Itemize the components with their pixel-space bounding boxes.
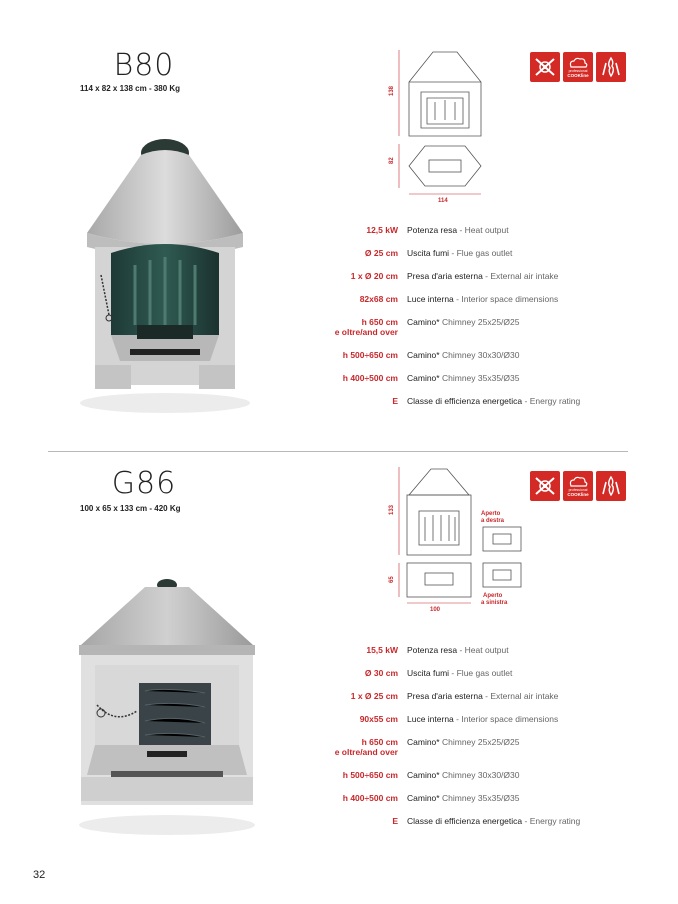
spec-label-en: Flue gas outlet [456,248,513,258]
product-dimensions: 100 x 65 x 133 cm - 420 Kg [80,504,181,513]
spec-label-en: Chimney 30x30/Ø30 [441,770,520,780]
spec-label-it: Luce interna [407,294,454,304]
spec-value: h 650 cm e oltre/and over [334,317,398,337]
flame-arrows-icon [596,471,626,501]
feature-badges [530,52,626,82]
spec-label-en: Heat output [464,645,509,655]
spec-label-it: Camino* [407,373,440,383]
fireplace-photo [75,135,260,420]
feature-badges [530,471,626,501]
spec-label-it: Camino* [407,737,440,747]
spec-value: 12,5 kW [366,225,398,235]
spec-label-it: Classe di efficienza energetica [407,816,523,826]
spec-label-en: External air intake [490,271,559,281]
spec-label-it: Potenza resa [407,645,458,655]
spec-label-en: Energy rating [529,816,581,826]
spec-value: h 500÷650 cm [342,770,398,780]
page-number: 32 [33,869,46,881]
spec-value: h 500÷650 cm [342,350,398,360]
spec-label-en: Energy rating [529,396,581,406]
section-divider [48,451,628,452]
spec-value: 1 x Ø 25 cm [350,691,398,701]
product-dimensions: 114 x 82 x 138 cm - 380 Kg [80,84,181,93]
spec-label-it: Camino* [407,350,440,360]
product-title: G86 [111,466,177,501]
spec-label-en: Interior space dimensions [461,294,559,304]
svg-text:a sinistra: a sinistra [481,600,508,606]
spec-label-en: Flue gas outlet [456,668,513,678]
spec-value: h 400÷500 cm [342,373,398,383]
svg-text:a destra: a destra [481,518,505,524]
spec-label-en: External air intake [490,691,559,701]
spec-value: 15,5 kW [366,645,398,655]
spec-label-en: Chimney 25x25/Ø25 [441,737,520,747]
spec-label-it: Luce interna [407,714,454,724]
product-title: B80 [113,48,175,83]
svg-text:Aperto: Aperto [483,593,503,599]
spec-value: h 400÷500 cm [342,793,398,803]
spec-label-en: Heat output [464,225,509,235]
spec-label-en: Chimney 30x30/Ø30 [441,350,520,360]
fire-grill-icon [530,471,560,501]
spec-label-it: Uscita fumi [407,248,450,258]
spec-label-it: Camino* [407,317,440,327]
svg-text:114: 114 [438,198,448,204]
spec-label-en: Chimney 25x25/Ø25 [441,317,520,327]
spec-label-en: Chimney 35x35/Ø35 [441,373,520,383]
svg-text:100: 100 [430,607,441,613]
svg-text:133: 133 [389,504,395,515]
spec-label-it: Presa d'aria esterna [407,691,483,701]
svg-text:65: 65 [389,576,395,583]
professional-cookline-icon: professional COOKline [563,471,593,501]
technical-drawing [385,465,535,615]
spec-label-en: Chimney 35x35/Ø35 [441,793,520,803]
spec-label-it: Presa d'aria esterna [407,271,483,281]
spec-value: 90x55 cm [359,714,398,724]
spec-value: 82x68 cm [359,294,398,304]
spec-value: E [392,396,398,406]
spec-label-en: Interior space dimensions [461,714,559,724]
spec-value: 1 x Ø 20 cm [350,271,398,281]
spec-label-it: Classe di efficienza energetica [407,396,523,406]
svg-text:Aperto: Aperto [481,511,501,517]
spec-label-it: Camino* [407,770,440,780]
spec-label-it: Camino* [407,793,440,803]
professional-cookline-icon: professional COOKline [563,52,593,82]
spec-value: Ø 25 cm [364,248,398,258]
spec-value: h 650 cm e oltre/and over [334,737,398,757]
spec-value: E [392,816,398,826]
technical-drawing [385,48,495,206]
spec-label-it: Potenza resa [407,225,458,235]
fireplace-photo [75,575,260,840]
flame-arrows-icon [596,52,626,82]
svg-text:82: 82 [389,157,395,164]
spec-value: Ø 30 cm [364,668,398,678]
spec-label-it: Uscita fumi [407,668,450,678]
svg-text:138: 138 [389,85,395,96]
fire-grill-icon [530,52,560,82]
